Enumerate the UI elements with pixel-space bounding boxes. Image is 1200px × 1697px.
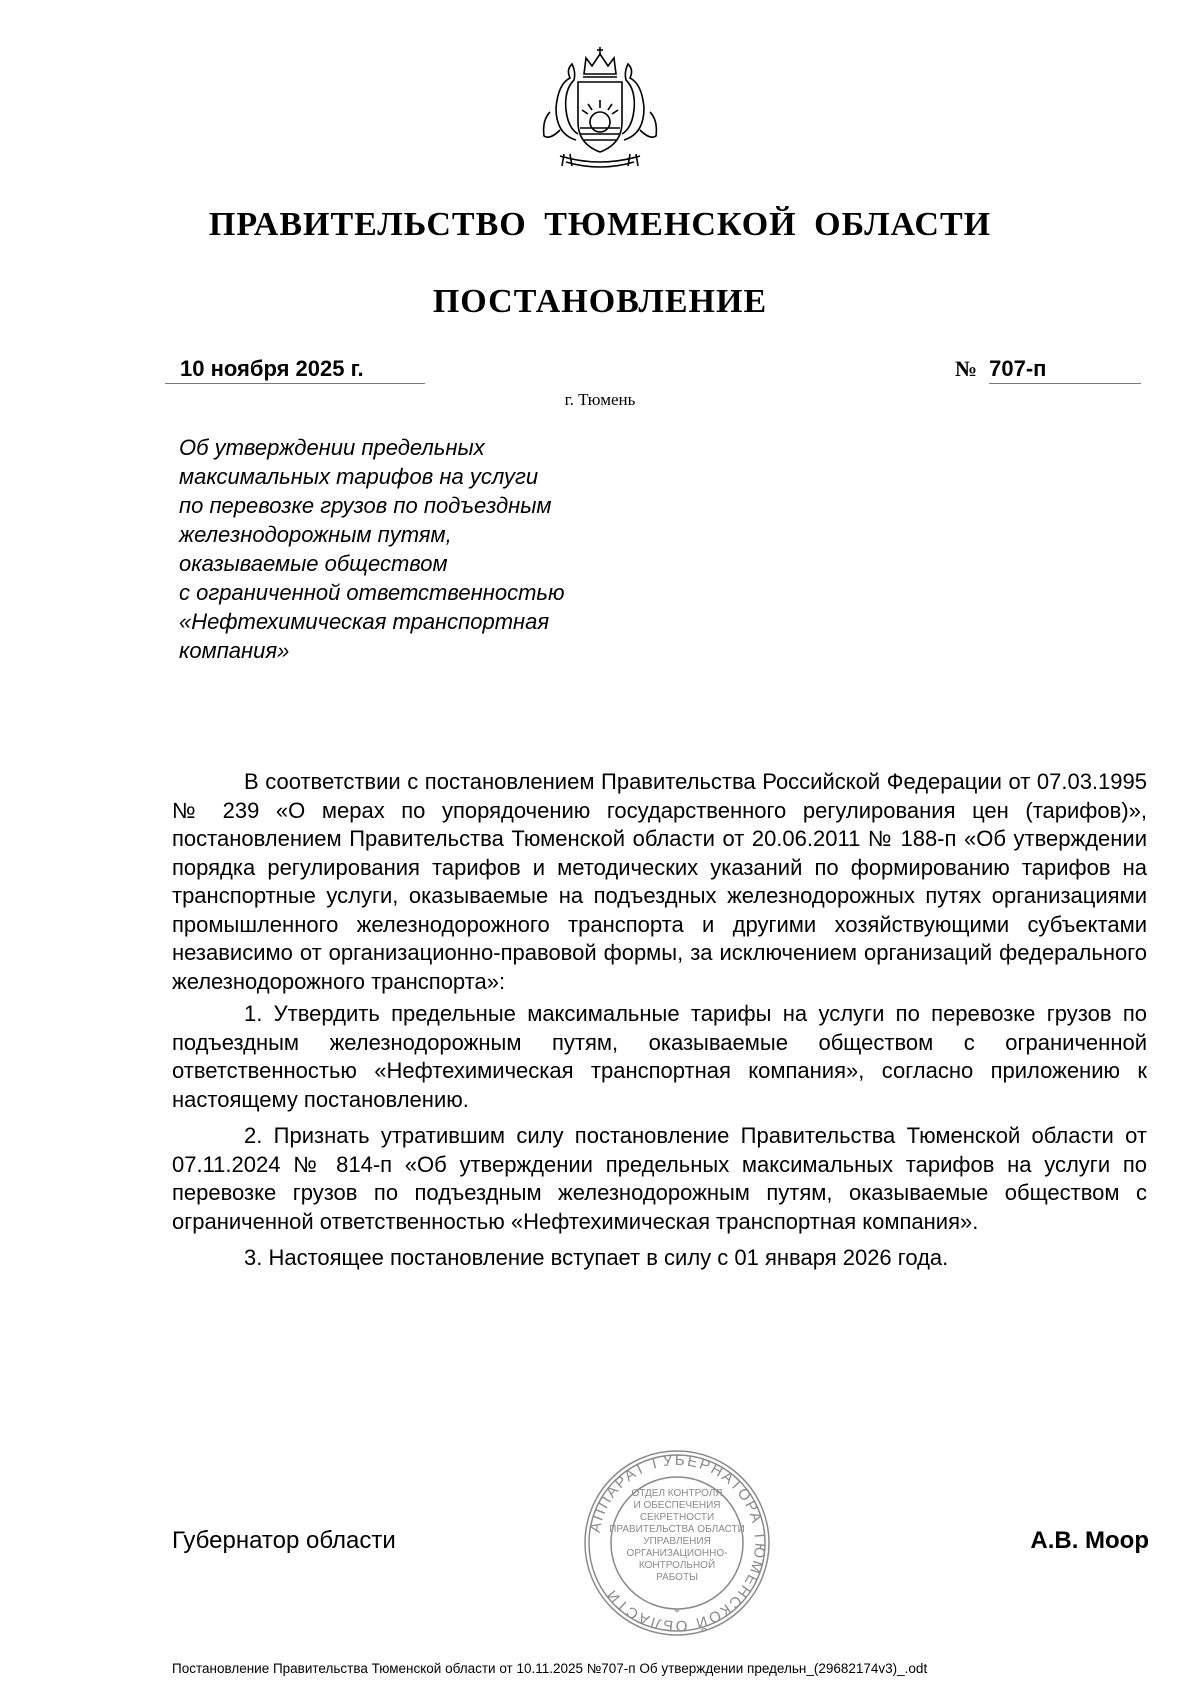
document-number: 707-п (989, 354, 1141, 384)
svg-text:КОНТРОЛЬНОЙ: КОНТРОЛЬНОЙ (638, 1560, 716, 1571)
svg-text:ПРАВИТЕЛЬСТВА ОБЛАСТИ: ПРАВИТЕЛЬСТВА ОБЛАСТИ (609, 1524, 745, 1535)
svg-text:УПРАВЛЕНИЯ: УПРАВЛЕНИЯ (643, 1536, 711, 1547)
document-number-field (955, 354, 1141, 384)
svg-text:ОТДЕЛ КОНТРОЛЯ: ОТДЕЛ КОНТРОЛЯ (631, 1488, 723, 1499)
body-item-3: 3. Настоящее постановление вступает в силу с 01 января 2026 года. (244, 1245, 949, 1270)
svg-text:И ОБЕСПЕЧЕНИЯ: И ОБЕСПЕЧЕНИЯ (633, 1500, 721, 1511)
body-item-1: 1. Утвердить предельные максимальные тарифы на услуги по перевозке грузов по подъездным железнодорожным путям, оказываемые обществом с ограниченной ответственностью «Нефтехимическая транспортная компания», согласно приложению к настоящему постановлению. (172, 1001, 1147, 1112)
document-footer: Постановление Правительства Тюменской области от 10.11.2025 №707-п Об утверждении предельн_(29682174v3)_.odt (172, 1661, 928, 1676)
body-item-2: 2. Признать утратившим силу постановление Правительства Тюменской области от 07.11.2024 № 814-п «Об утверждении предельных максимальных тарифов на услуги по перевозке грузов по подъездным железнодорожным путям, оказываемые обществом с ограниченной ответственностью «Нефтехимическая транспортная компания». (172, 1123, 1147, 1234)
svg-text:РАБОТЫ: РАБОТЫ (656, 1572, 698, 1583)
svg-text:ОРГАНИЗАЦИОННО-: ОРГАНИЗАЦИОННО- (626, 1548, 728, 1559)
document-subject: Об утверждении предельных максимальных тарифов на услуги по перевозке грузов по подъездным железнодорожным путям, оказываемые обществом с ограниченной ответственностью «Нефтехимическая транспортная компания» (179, 435, 565, 663)
document-date: 10 ноября 2025 г. (165, 354, 425, 384)
document-city: г. Тюмень (564, 390, 636, 409)
svg-text:СЕКРЕТНОСТИ: СЕКРЕТНОСТИ (639, 1512, 715, 1523)
svg-text:*: * (674, 1605, 680, 1619)
official-stamp (582, 1448, 772, 1638)
svg-text:АППАРАТ ГУБЕРНАТОРА ТЮМЕНСКОЙ: АППАРАТ ГУБЕРНАТОРА ТЮМЕНСКОЙ ОБЛАСТИ (586, 1451, 769, 1635)
coat-of-arms-emblem (520, 44, 680, 172)
signer-position: Губернатор области (172, 1527, 396, 1554)
body-preamble: В соответствии с постановлением Правительства Российской Федерации от 07.03.1995 № 239 «О мерах по упорядочению государственного регулирования цен (тарифов)», постановлением Правительства Тюменской области от 20.06.2011 № 188-п «Об утверждении порядка регулирования тарифов и методических указаний по формированию тарифов на транспортные услуги, оказываемые на подъездных железнодорожных путях организациями промышленного железнодорожного транспорта и другими хозяйствующими субъектами независимо от организационно-правовой формы, за исключением организаций федерального железнодорожного транспорта»: (172, 769, 1147, 994)
organization-title: ПРАВИТЕЛЬСТВО ТЮМЕНСКОЙ ОБЛАСТИ (208, 206, 992, 243)
document-body (172, 768, 1147, 1281)
document-type-heading: ПОСТАНОВЛЕНИЕ (432, 283, 768, 320)
number-sign: № (955, 356, 978, 381)
signer-name: А.В. Моор (1030, 1527, 1149, 1554)
